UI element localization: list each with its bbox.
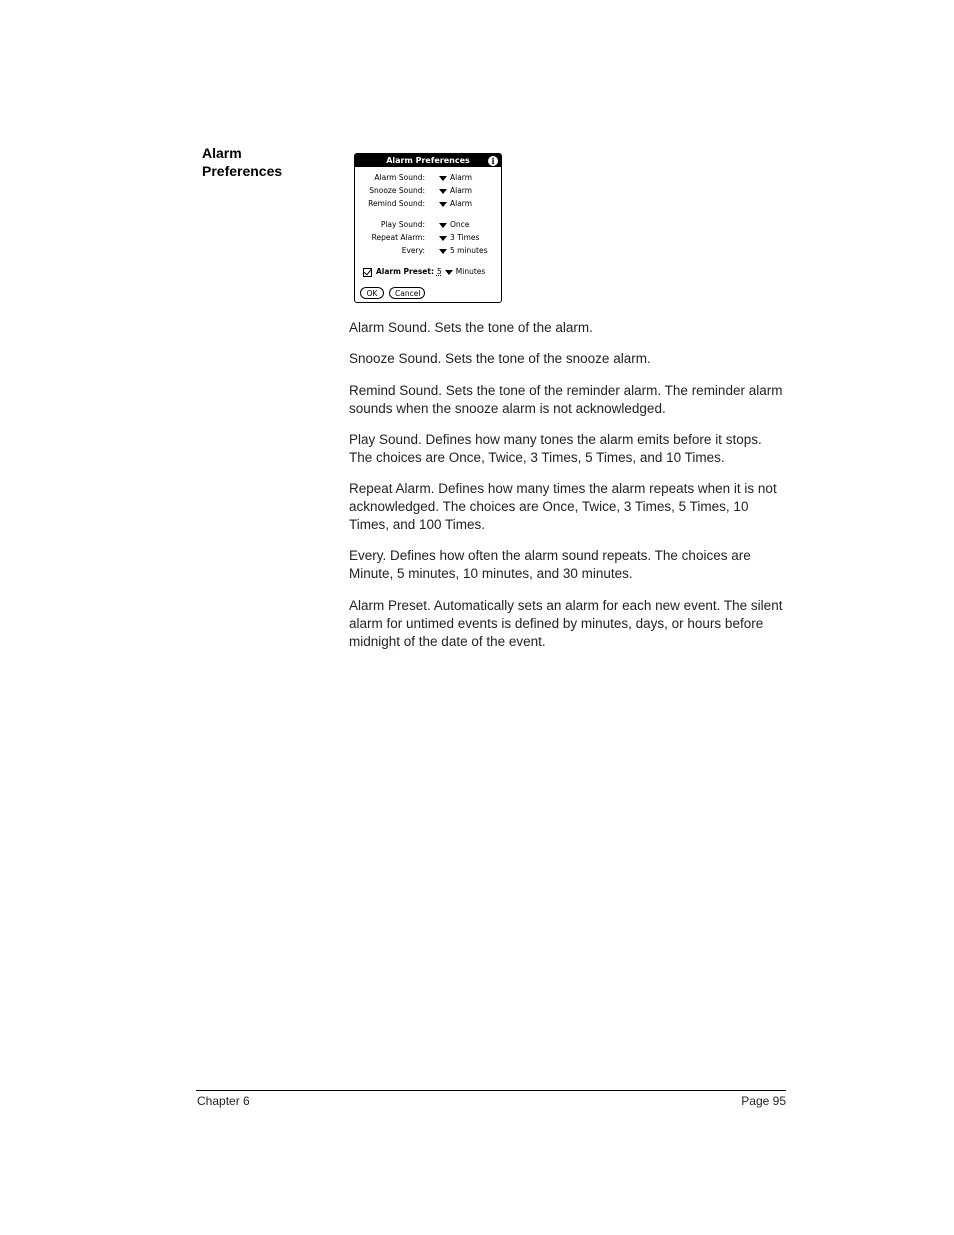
info-icon[interactable]: i (488, 156, 498, 166)
dropdown-arrow-icon (439, 223, 447, 228)
dropdown-arrow-icon (439, 236, 447, 241)
dialog-title-bar (355, 154, 501, 167)
alarm-sound-popup[interactable] (439, 172, 472, 183)
cancel-button[interactable]: Cancel (389, 287, 425, 299)
alarm-sound-label: Alarm Sound: (374, 173, 425, 182)
paragraph-every: Every. Defines how often the alarm sound repeats. The choices are Minute, 5 minutes, 10 minutes, and 30 minutes. (349, 548, 751, 581)
every-row (355, 245, 501, 256)
repeat-alarm-label: Repeat Alarm: (371, 233, 425, 242)
paragraph-snooze-sound: Snooze Sound. Sets the tone of the snooze alarm. (349, 351, 651, 366)
snooze-sound-value: Alarm (450, 186, 473, 195)
section-heading (202, 144, 332, 180)
play-sound-row (355, 219, 501, 230)
repeat-alarm-value: 3 Times (450, 233, 480, 242)
footer-chapter: Chapter 6 (197, 1094, 250, 1108)
alarm-preset-unit-popup[interactable] (445, 267, 486, 276)
ok-button[interactable]: OK (360, 287, 384, 299)
paragraph-repeat-alarm: Repeat Alarm. Defines how many times the alarm repeats when it is not acknowledged. The choices are Once, Twice, 3 Times, 5 Times, 10 Times, and 100 Times. (349, 481, 777, 532)
footer-divider (196, 1090, 786, 1091)
repeat-alarm-row (355, 232, 501, 243)
dropdown-arrow-icon (439, 249, 447, 254)
footer-page-number: Page 95 (741, 1094, 786, 1108)
alarm-sound-value: Alarm (450, 173, 473, 182)
paragraph-play-sound: Play Sound. Defines how many tones the alarm emits before it stops. The choices are Once, Twice, 3 Times, 5 Times, and 10 Times. (349, 432, 762, 465)
snooze-sound-popup[interactable] (439, 185, 472, 196)
remind-sound-row (355, 198, 501, 209)
play-sound-label: Play Sound: (380, 220, 425, 229)
section-heading-line2: Preferences (202, 163, 283, 179)
dropdown-arrow-icon (439, 189, 447, 194)
snooze-sound-label: Snooze Sound: (369, 186, 425, 195)
every-value: 5 minutes (450, 246, 488, 255)
dropdown-arrow-icon (439, 176, 447, 181)
paragraph-alarm-preset: Alarm Preset. Automatically sets an alarm for each new event. The silent alarm for untimed events is defined by minutes, days, or hours before midnight of the date of the event. (349, 598, 783, 649)
alarm-sound-row (355, 172, 501, 183)
dropdown-arrow-icon (445, 270, 453, 275)
remind-sound-value: Alarm (450, 199, 473, 208)
play-sound-value: Once (450, 220, 470, 229)
snooze-sound-row (355, 185, 501, 196)
repeat-alarm-popup[interactable] (439, 232, 479, 243)
alarm-preset-unit: Minutes (455, 267, 486, 276)
every-popup[interactable] (439, 245, 488, 256)
alarm-preset-value-field[interactable]: 5 (436, 267, 442, 276)
alarm-preferences-dialog-screenshot (354, 153, 502, 303)
alarm-preset-row (363, 266, 485, 277)
every-label: Every: (401, 246, 425, 255)
section-heading-line1: Alarm (202, 145, 242, 161)
paragraph-alarm-sound: Alarm Sound. Sets the tone of the alarm. (349, 320, 593, 335)
alarm-preset-label: Alarm Preset: (376, 267, 434, 276)
remind-sound-popup[interactable] (439, 198, 472, 209)
dropdown-arrow-icon (439, 202, 447, 207)
alarm-preset-checkbox[interactable] (363, 268, 372, 277)
dialog-title: Alarm Preferences (386, 156, 470, 165)
play-sound-popup[interactable] (439, 219, 469, 230)
remind-sound-label: Remind Sound: (368, 199, 425, 208)
paragraph-remind-sound: Remind Sound. Sets the tone of the reminder alarm. The reminder alarm sounds when the snooze alarm is not acknowledged. (349, 383, 783, 416)
